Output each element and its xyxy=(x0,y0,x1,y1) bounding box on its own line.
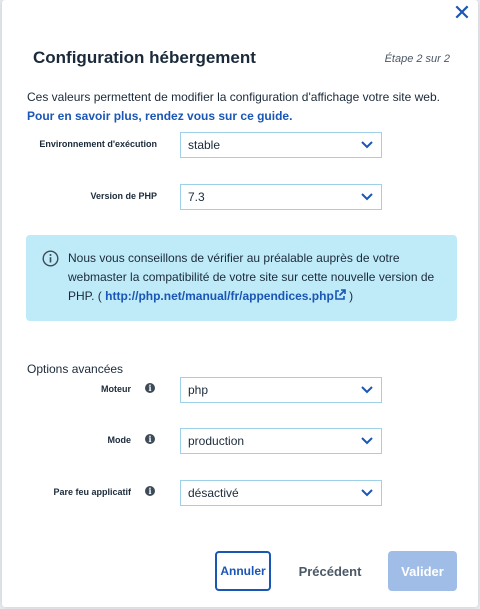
firewall-label: Pare feu applicatif xyxy=(53,487,131,497)
modal-title: Configuration hébergement xyxy=(33,48,256,67)
php-version-select[interactable] xyxy=(180,184,382,210)
guide-link[interactable]: Pour en savoir plus, rendez vous sur ce guide. xyxy=(27,109,293,123)
engine-row xyxy=(2,377,478,403)
external-link-icon xyxy=(334,289,346,301)
firewall-value: désactivé xyxy=(188,486,239,500)
mode-value: production xyxy=(188,434,245,448)
php-version-row xyxy=(2,184,478,210)
php-version-label: Version de PHP xyxy=(90,191,157,201)
environment-label: Environnement d'exécution xyxy=(39,139,157,149)
mode-row xyxy=(2,428,478,454)
cancel-button[interactable]: Annuler xyxy=(215,551,271,591)
environment-value: stable xyxy=(188,138,221,152)
step-indicator: Étape 2 sur 2 xyxy=(384,53,450,65)
advanced-options-title: Options avancées xyxy=(27,362,124,376)
engine-select[interactable] xyxy=(180,377,382,403)
firewall-row xyxy=(2,480,478,506)
engine-label: Moteur xyxy=(101,384,131,394)
firewall-select[interactable] xyxy=(180,480,382,506)
intro-description: Ces valeurs permettent de modifier la configuration d'affichage votre site web. xyxy=(27,90,440,104)
validate-button[interactable]: Valider xyxy=(388,551,457,591)
engine-value: php xyxy=(188,383,209,397)
intro-text-block xyxy=(27,88,467,126)
alert-text-before: Nous vous conseillons de vérifier au préalable auprès de votre webmaster la compatibilité de votre site sur cette nouvelle version de PHP. ( xyxy=(68,251,435,303)
chevron-down-icon xyxy=(361,436,373,446)
environment-select[interactable] xyxy=(180,132,382,158)
php-manual-link-label: http://php.net/manual/fr/appendices.php xyxy=(105,289,334,303)
mode-info-icon[interactable]: i xyxy=(145,434,155,444)
php-compatibility-alert xyxy=(26,235,457,321)
configuration-modal xyxy=(2,0,478,607)
firewall-info-icon[interactable]: i xyxy=(145,486,155,496)
engine-info-icon[interactable]: i xyxy=(145,383,155,393)
chevron-down-icon xyxy=(361,488,373,498)
chevron-down-icon xyxy=(361,140,373,150)
php-manual-link[interactable] xyxy=(105,289,346,303)
alert-message xyxy=(68,249,448,306)
environment-row xyxy=(2,132,478,158)
mode-label: Mode xyxy=(107,435,131,445)
info-circle-icon xyxy=(42,250,59,267)
alert-text-after: ) xyxy=(345,289,354,303)
chevron-down-icon xyxy=(361,192,373,202)
previous-button[interactable]: Précédent xyxy=(291,557,369,585)
close-icon[interactable]: ✕ xyxy=(452,0,472,25)
php-version-value: 7.3 xyxy=(188,190,205,204)
chevron-down-icon xyxy=(361,385,373,395)
mode-select[interactable] xyxy=(180,428,382,454)
